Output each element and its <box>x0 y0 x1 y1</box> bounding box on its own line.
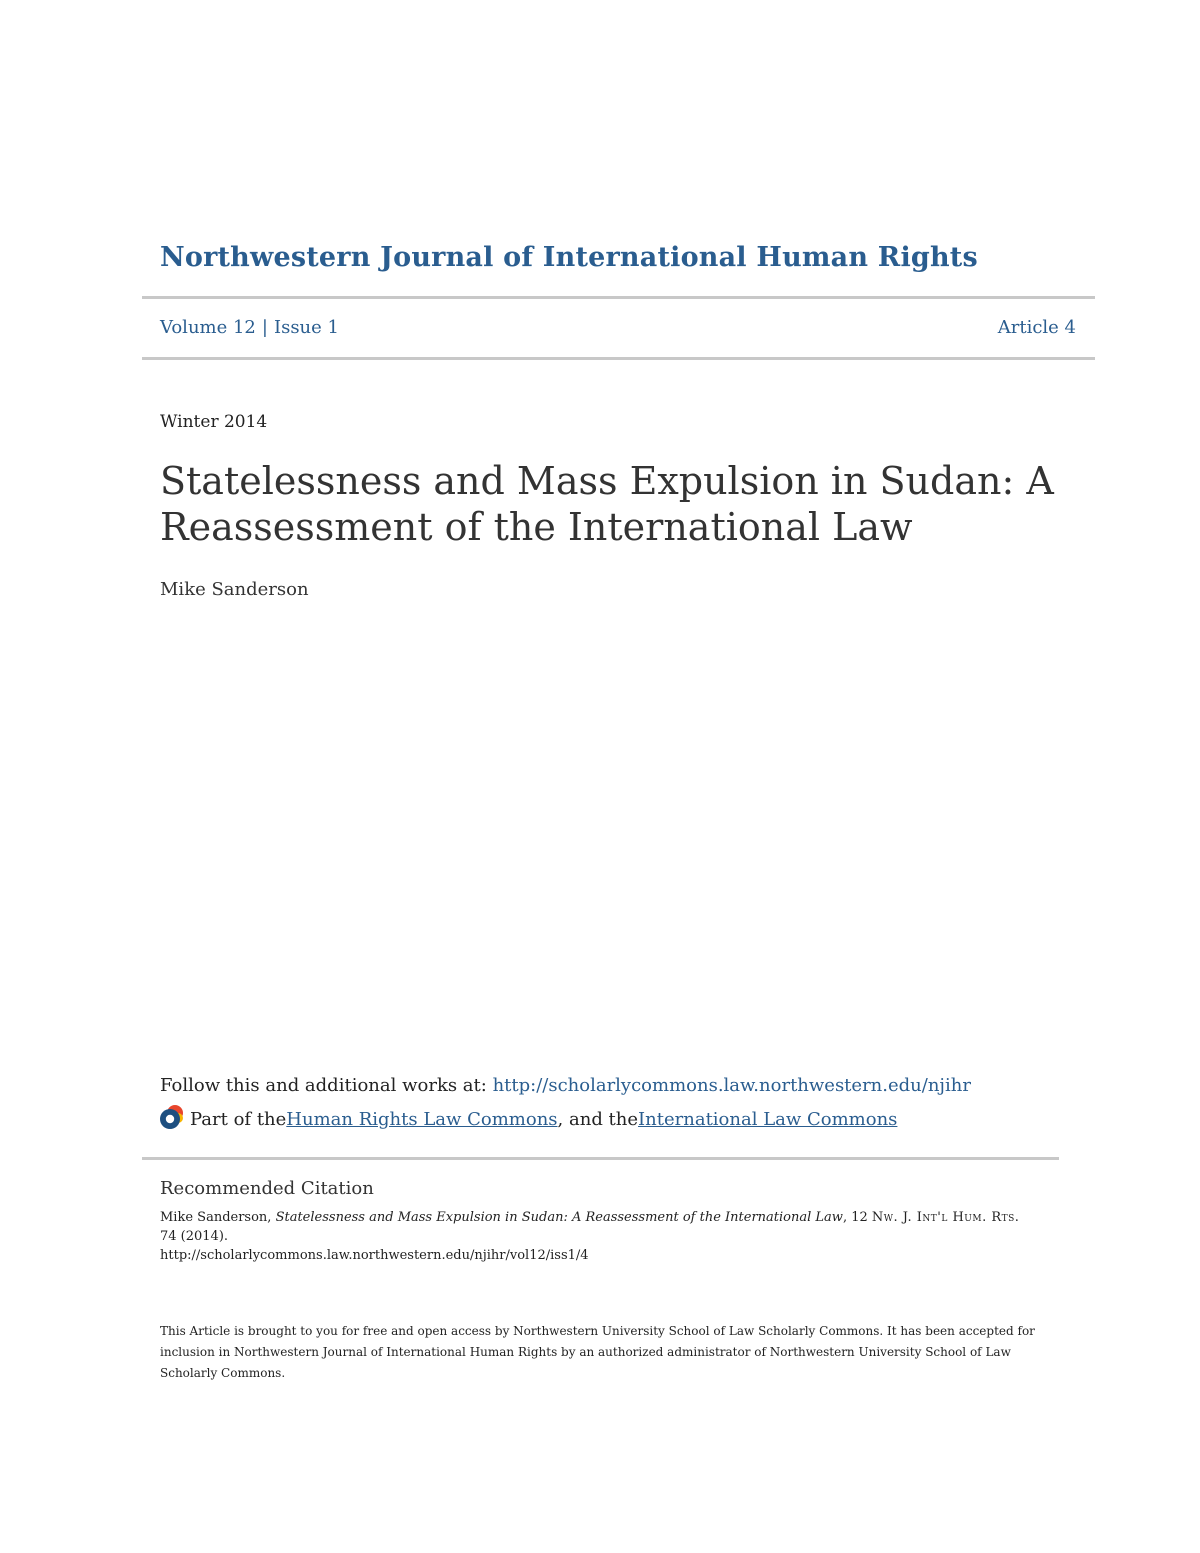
publication-season: Winter 2014 <box>160 412 268 432</box>
citation-divider <box>142 1157 1059 1160</box>
header-divider-bottom <box>142 357 1095 360</box>
article-author: Mike Sanderson <box>160 579 309 600</box>
citation-url: http://scholarlycommons.law.northwestern.edu/njihr/vol12/iss1/4 <box>160 1248 589 1263</box>
header-divider-top <box>142 296 1095 299</box>
international-law-commons-link[interactable]: International Law Commons <box>638 1108 898 1130</box>
part-of-middle: , and the <box>557 1108 639 1130</box>
citation-journal-abbrev: Nw. J. Int'l Hum. Rts. <box>871 1210 1020 1225</box>
human-rights-law-commons-link[interactable]: Human Rights Law Commons <box>286 1108 558 1130</box>
follow-prefix: Follow this and additional works at: <box>160 1075 493 1096</box>
citation-title: Statelessness and Mass Expulsion in Sudan: A Reassessment of the International Law <box>275 1210 843 1225</box>
journal-title-link[interactable]: Northwestern Journal of International Human Rights <box>160 242 978 273</box>
citation-text <box>160 1208 1040 1265</box>
citation-author: Mike Sanderson, <box>160 1210 276 1225</box>
digital-commons-icon <box>158 1103 186 1131</box>
volume-link[interactable]: Volume 12 <box>160 317 256 338</box>
issue-link[interactable]: Issue 1 <box>273 317 339 338</box>
citation-page-year: 74 (2014). <box>160 1229 229 1244</box>
repository-url-link[interactable]: http://scholarlycommons.law.northwestern.edu/njihr <box>492 1075 971 1096</box>
article-number-link[interactable]: Article 4 <box>997 317 1076 338</box>
citation-volume: , 12 <box>842 1210 872 1225</box>
part-of-line <box>158 1105 897 1133</box>
access-statement: This Article is brought to you for free and open access by Northwestern University School of Law Scholarly Commons. It has been accepted for inclusion in Northwestern Journal of International Human Rights by an authorized administrator of Northwestern University School of Law Scholarly Commons. <box>160 1324 1035 1380</box>
recommended-citation-heading: Recommended Citation <box>160 1178 374 1199</box>
volume-issue-separator: | <box>261 317 268 338</box>
follow-line <box>160 1075 971 1096</box>
part-of-prefix: Part of the <box>190 1108 287 1130</box>
article-title: Statelessness and Mass Expulsion in Sudan: A Reassessment of the International Law <box>160 459 1054 549</box>
volume-issue-line <box>160 317 339 338</box>
